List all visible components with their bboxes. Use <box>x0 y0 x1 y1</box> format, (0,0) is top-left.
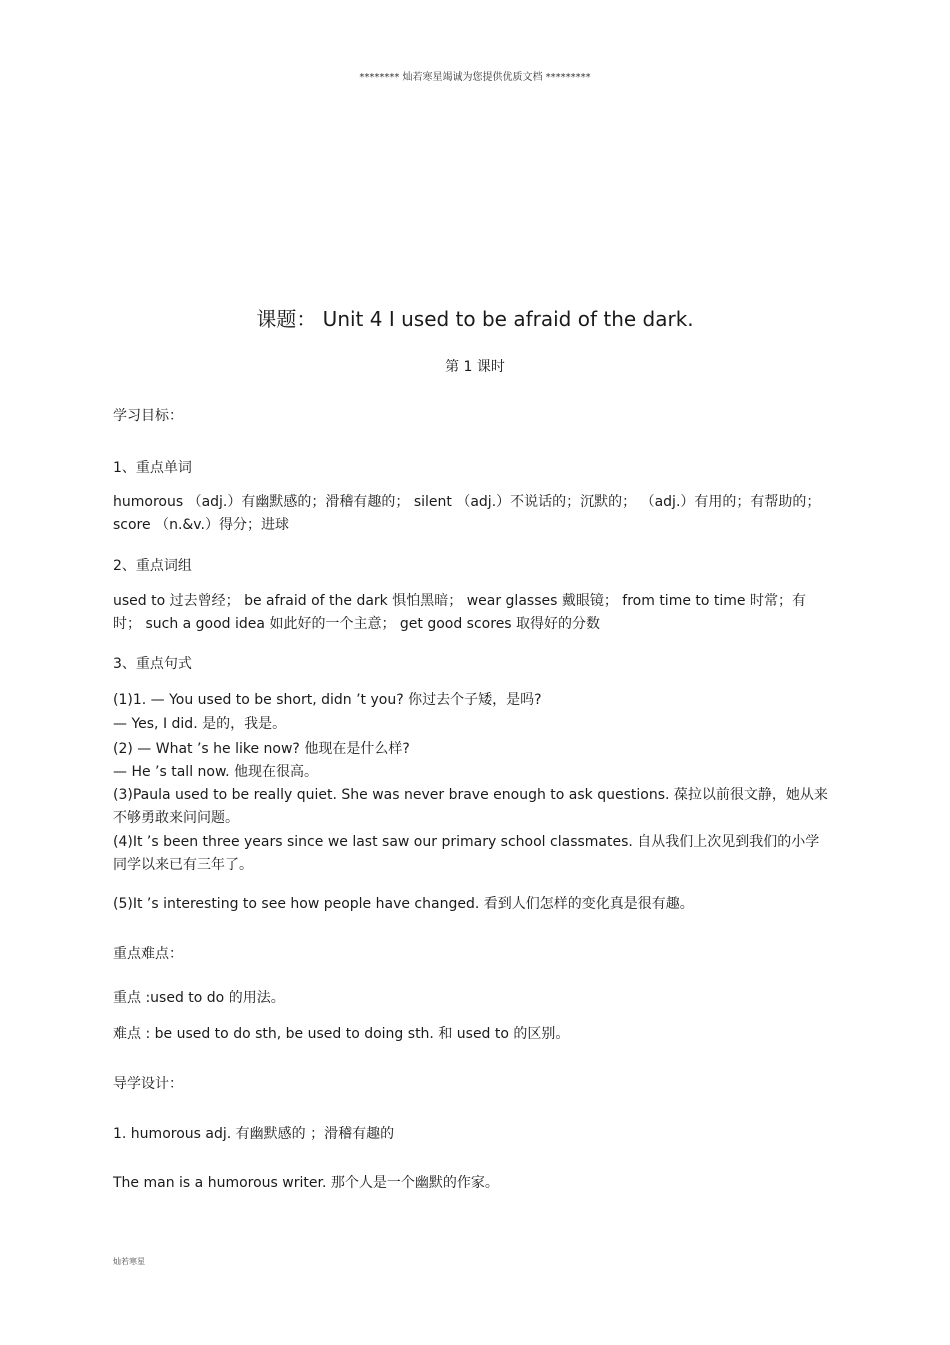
sentence-line: (4)It ’s been three years since we last saw our primary school classmates. 自从我们上次见到我们的小学同学以来已有三年了。 <box>113 834 820 873</box>
phrases-heading: 2、重点词组 <box>113 558 192 574</box>
objectives-heading: 学习目标： <box>113 408 183 424</box>
page-header: ******** 灿若寒星竭诚为您提供优质文档 ********* <box>359 72 591 83</box>
vocab-heading: 1、重点单词 <box>113 460 192 476</box>
sentence-line: (2) — What ’s he like now? 他现在是什么样? <box>113 741 410 757</box>
phrases-text: used to 过去曾经； be afraid of the dark 惧怕黑暗； wear glasses 戴眼镜； from time to time 时常；有时； such a good idea 如此好的一个主意； get good scores 取得好的分数 <box>113 593 806 632</box>
sentence-line: — Yes, I did. 是的，我是。 <box>113 716 287 732</box>
lesson-number: 第 1 课时 <box>445 359 505 375</box>
sentence-line: (3)Paula used to be really quiet. She was never brave enough to ask questions. 葆拉以前很文静，她从来不够勇敢来问问题。 <box>113 787 828 826</box>
design-item: 1. humorous adj. 有幽默感的 ；滑稽有趣的 <box>113 1126 395 1142</box>
keypoints-heading: 重点难点： <box>113 946 183 962</box>
sentence-line: (1)1. — You used to be short, didn ’t you? 你过去个子矮，是吗? <box>113 692 542 708</box>
page-footer: 灿若寒星 <box>113 1257 145 1266</box>
keypoint-text: 重点 :used to do 的用法。 <box>113 990 285 1006</box>
sentence-line: — He ’s tall now. 他现在很高。 <box>113 764 319 780</box>
design-heading: 导学设计： <box>113 1076 183 1092</box>
vocab-text: humorous （adj.）有幽默感的；滑稽有趣的； silent （adj.）不说话的；沉默的； （adj.）有用的；有帮助的； score （n.&v.）得分；进球 <box>113 494 821 533</box>
sentences-heading: 3、重点句式 <box>113 656 192 672</box>
page-title: 课题： Unit 4 I used to be afraid of the dark. <box>256 307 694 331</box>
sentence-line: (5)It ’s interesting to see how people have changed. 看到人们怎样的变化真是很有趣。 <box>113 896 694 912</box>
difficulty-text: 难点 : be used to do sth, be used to doing sth. 和 used to 的区别。 <box>113 1026 570 1042</box>
example-sentence: The man is a humorous writer. 那个人是一个幽默的作家。 <box>113 1175 499 1191</box>
